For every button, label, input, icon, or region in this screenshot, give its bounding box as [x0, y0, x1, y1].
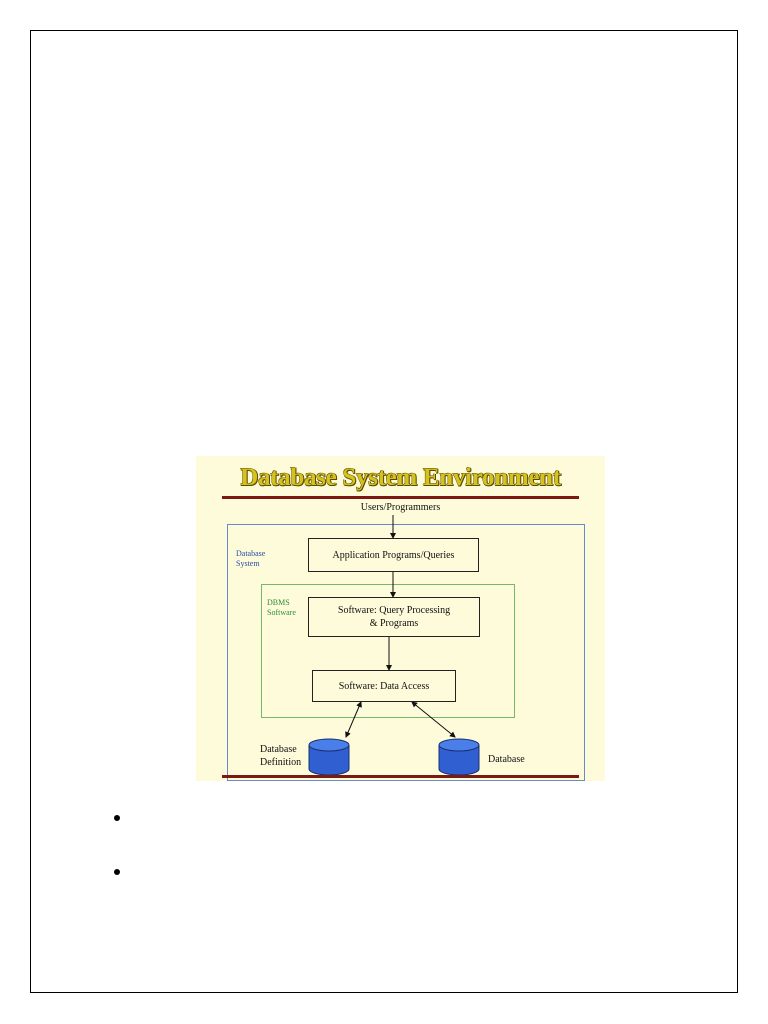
arrow-access-to-database	[412, 702, 455, 737]
slide-title: Database System Environment	[240, 464, 561, 491]
arrow-access-to-definition	[346, 702, 361, 737]
database-cylinder-icon	[439, 739, 479, 775]
dbms-tag-line2: Software	[267, 608, 296, 617]
application-programs-label: Application Programs/Queries	[332, 549, 455, 561]
query-processing-line2: & Programs	[369, 618, 419, 629]
database-label: Database	[488, 754, 525, 765]
bullet-point	[114, 869, 120, 875]
data-access-label: Software: Data Access	[338, 680, 430, 692]
database-definition-line1: Database	[260, 744, 297, 755]
diagram-connectors	[196, 456, 605, 781]
database-system-tag-line2: System	[236, 559, 260, 568]
database-definition-label	[260, 743, 320, 769]
users-label: Users/Programmers	[360, 502, 441, 513]
query-processing-line1: Software: Query Processing	[337, 605, 451, 616]
dbms-tag-line1: DBMS	[267, 598, 290, 607]
database-environment-diagram	[196, 456, 605, 781]
database-system-tag-line1: Database	[236, 549, 266, 558]
database-definition-line2: Definition	[260, 757, 302, 768]
bottom-divider	[222, 775, 579, 778]
bullet-point	[114, 815, 120, 821]
